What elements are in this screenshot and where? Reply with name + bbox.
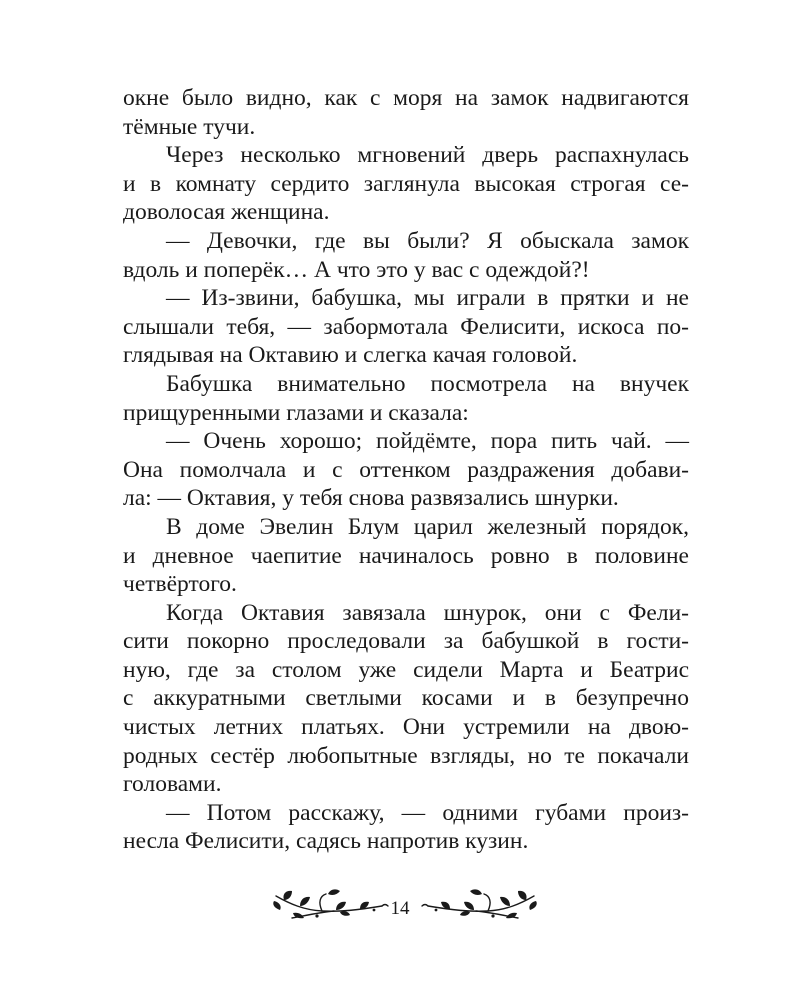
text-line: родных сестёр любопытные взгляды, но те покачали [123, 742, 689, 769]
text-line: и в комнату сердито заглянула высокая строгая се- [123, 170, 689, 197]
text-line: несла Фелисити, садясь напротив кузин. [123, 828, 529, 855]
text-line: глядывая на Октавию и слегка качая головой. [123, 342, 578, 369]
text-line: — Потом расскажу, — одними губами произ- [166, 799, 689, 826]
text-line: окне было видно, как с моря на замок надвигаются [123, 85, 689, 111]
text-line: Бабушка внимательно посмотрела на внучек [166, 370, 689, 397]
text-line: слышали тебя, — забормотала Фелисити, искоса по- [123, 313, 689, 340]
text-line: ную, где за столом уже сидели Марта и Беатрис [123, 656, 689, 683]
text-line: В доме Эвелин Блум царил железный порядок, [166, 513, 689, 540]
text-line: вдоль и поперёк… А что это у вас с одеждой?! [123, 256, 590, 283]
right-leaf-ornament-icon [420, 888, 540, 932]
text-line: — Очень хорошо; пойдёмте, пора пить чай. — [166, 428, 689, 455]
text-line: Через несколько мгновений дверь распахнулась [166, 142, 689, 169]
text-line: ла: — Октавия, у тебя снова развязались шнурки. [123, 485, 619, 512]
text-line: — Девочки, где вы были? Я обыскала замок [166, 227, 689, 254]
text-line: Когда Октавия завязала шнурок, они с Фели- [166, 599, 689, 626]
text-line: с аккуратными светлыми косами и в безупречно [123, 685, 689, 712]
body-text [123, 84, 689, 856]
text-line: доволосая женщина. [123, 199, 330, 226]
text-line: головами. [123, 771, 222, 798]
text-line: и дневное чаепитие начиналось ровно в половине [123, 542, 689, 569]
text-line: прищуренными глазами и сказала: [123, 399, 469, 426]
text-line: — Из-звини, бабушка, мы играли в прятки и не [166, 285, 689, 312]
text-line: сити покорно проследовали за бабушкой в гости- [123, 628, 689, 655]
text-line: четвёртого. [123, 571, 237, 598]
text-line: тёмные тучи. [123, 113, 256, 140]
text-line: Она помолчала и с оттенком раздражения добави- [123, 456, 689, 483]
page-number: 14 [390, 898, 410, 919]
text-line: чистых летних платьях. Они устремили на двою- [123, 714, 689, 741]
page-footer [0, 888, 800, 932]
